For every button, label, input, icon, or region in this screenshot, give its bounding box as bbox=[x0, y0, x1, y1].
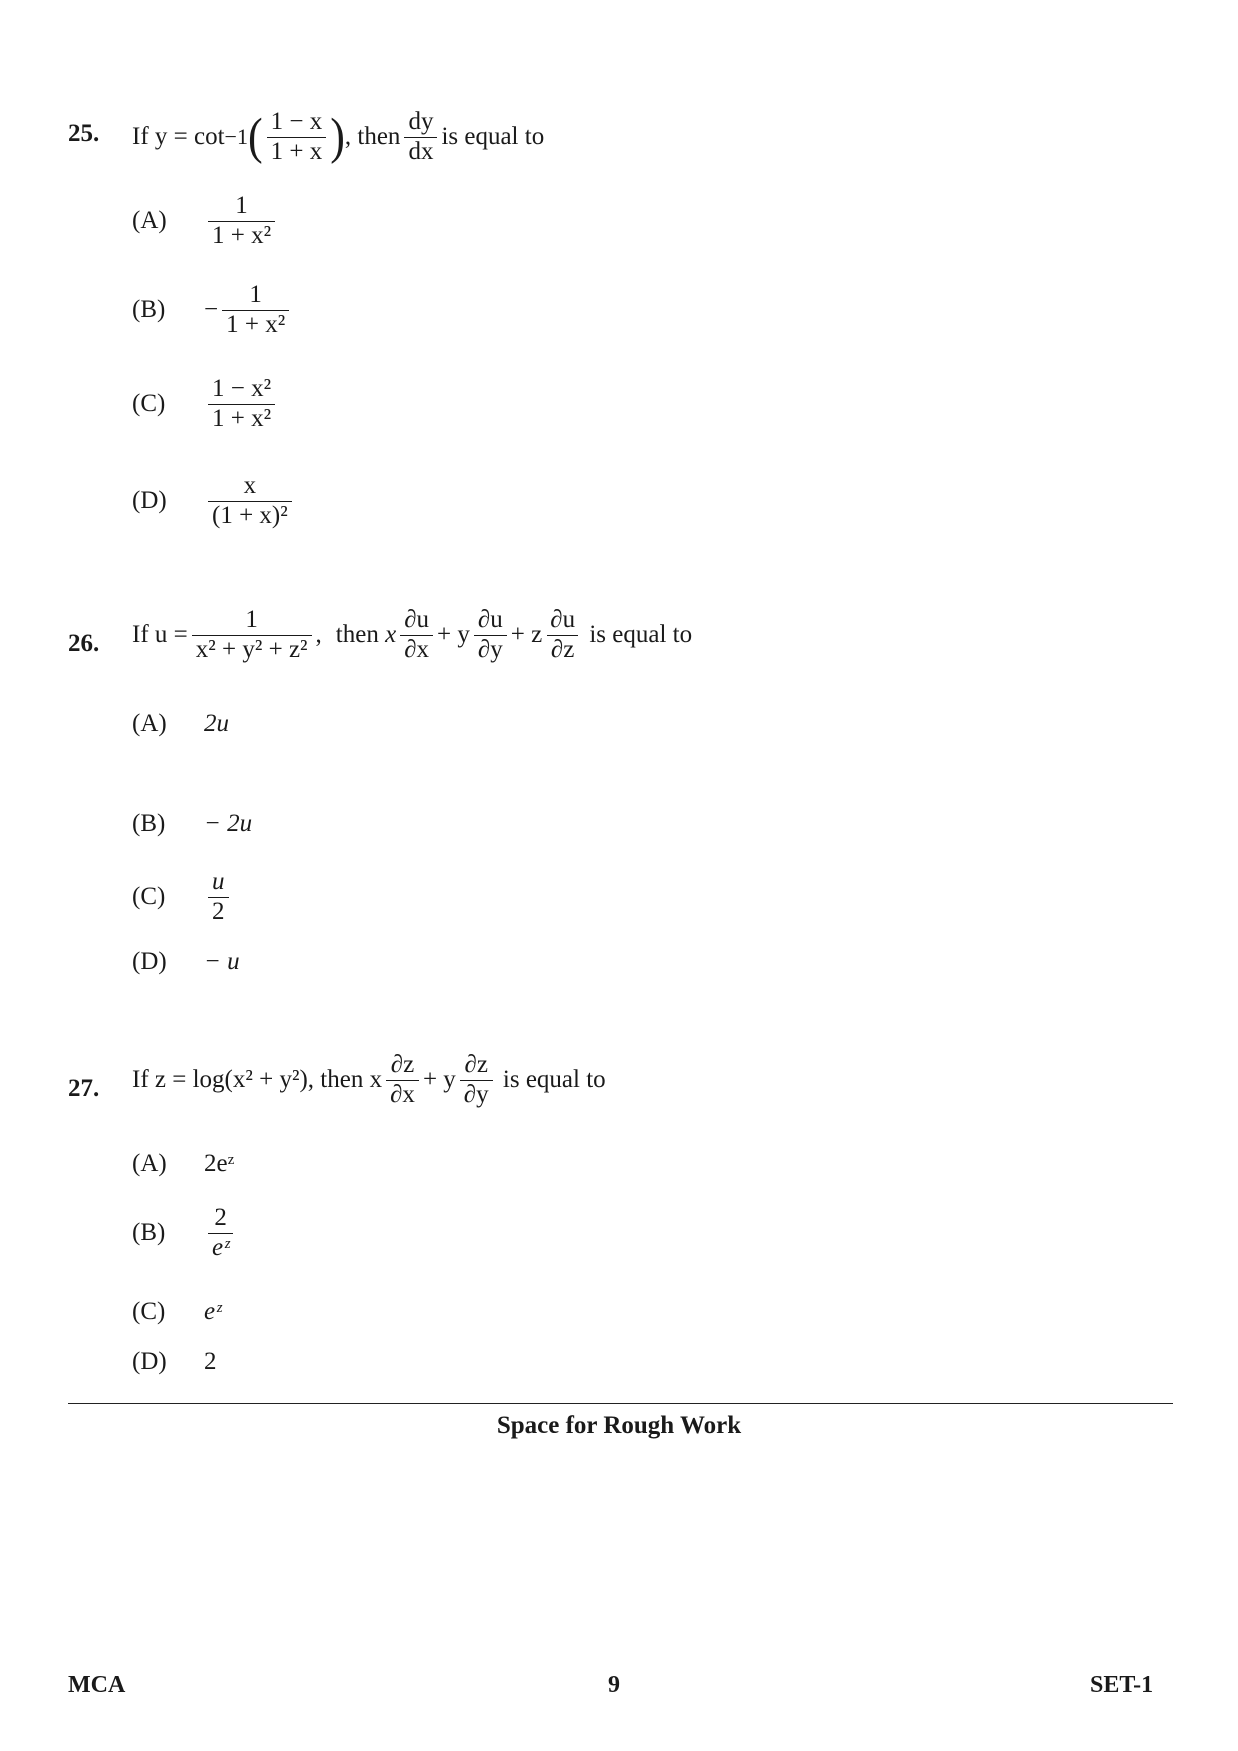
option-25a[interactable]: (A) $\frac{1}{\text{1 + x²}}$ bbox=[132, 192, 279, 251]
option-27c[interactable]: (C) eᶻ bbox=[132, 1298, 222, 1325]
option-25d[interactable]: (D) $\frac{x}{\text{(1 + x)²}}$ bbox=[132, 472, 296, 531]
option-27b[interactable]: (B) $\frac{2}{\text{eᶻ}}$ bbox=[132, 1204, 237, 1263]
footer-left: MCA bbox=[68, 1672, 126, 1698]
question-stem: If u = $\frac{1}{\text{x² + y² + z²}}$ , then x $\frac{\partial u}{\partial x}$ + y $\frac{\partial u}{\partial y}$ + z $\frac{\partial u}{\partial z}$ is equal to bbox=[132, 606, 693, 663]
question-stem: If y = cot −1 ( $\frac{1 - x}{1 + x}$ ) , then $\frac{dy}{dx}$ is equal to bbox=[132, 108, 545, 165]
option-26a[interactable]: (A) 2u bbox=[132, 710, 229, 737]
question-number: 26. bbox=[68, 630, 100, 657]
footer-right: SET-1 bbox=[1090, 1672, 1154, 1698]
option-25c[interactable]: (C) $\frac{\text{1 − x²}}{\text{1 + x²}}$ bbox=[132, 375, 279, 434]
question-number: 27. bbox=[68, 1075, 100, 1102]
option-26d[interactable]: (D) − u bbox=[132, 948, 240, 975]
option-27d[interactable]: (D) 2 bbox=[132, 1348, 217, 1375]
option-26b[interactable]: (B) − 2u bbox=[132, 810, 253, 837]
question-stem: If z = log(x² + y²), then x $\frac{\partial z}{\partial x}$ + y $\frac{\partial z}{\partial y}$ is equal to bbox=[132, 1051, 606, 1108]
rough-work-heading: Space for Rough Work bbox=[496, 1412, 742, 1439]
question-number: 25. bbox=[68, 120, 100, 147]
option-25b[interactable]: (B) − $\frac{1}{\text{1 + x²}}$ bbox=[132, 281, 293, 340]
option-27a[interactable]: (A) 2eᶻ bbox=[132, 1150, 235, 1177]
page-number: 9 bbox=[608, 1672, 620, 1698]
option-26c[interactable]: (C) $\frac{u}{2}$ bbox=[132, 868, 233, 927]
divider-rule bbox=[68, 1403, 1173, 1404]
